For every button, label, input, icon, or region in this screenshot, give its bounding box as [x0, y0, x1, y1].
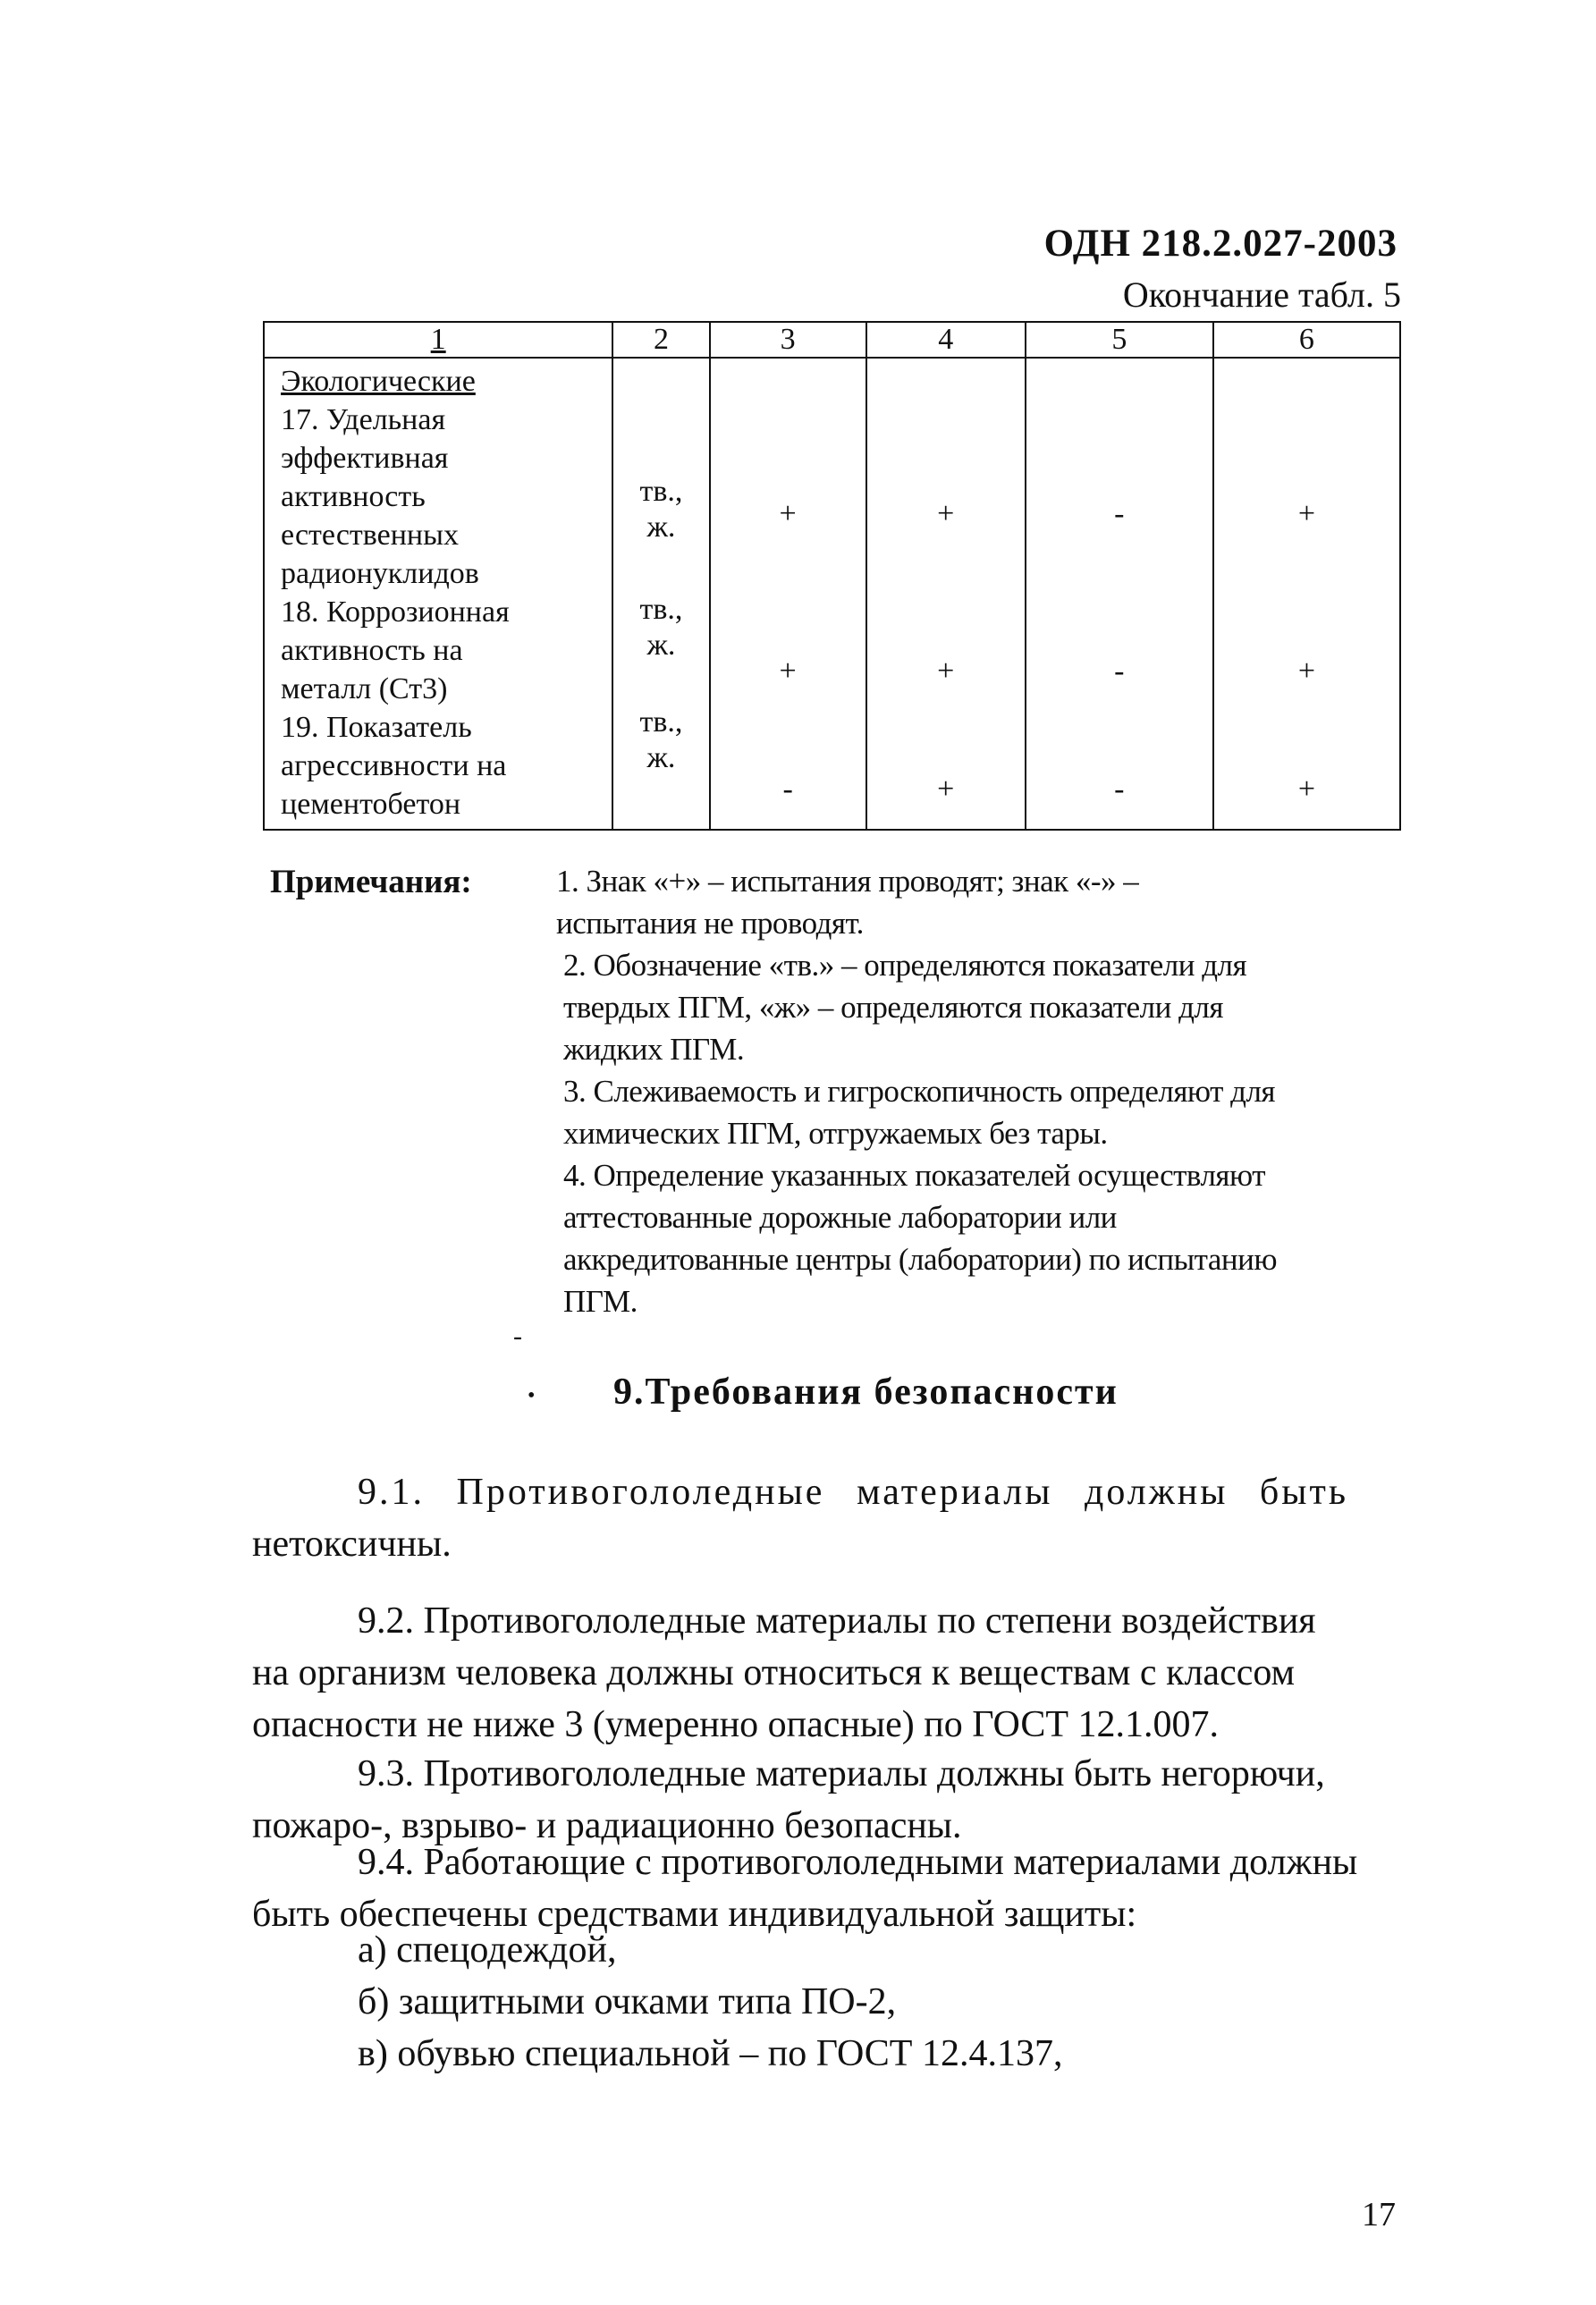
row-19-col-6: +	[1297, 773, 1316, 806]
row-17-line-1: 17. Удельная	[281, 403, 446, 436]
row-18-col-3: +	[779, 654, 797, 688]
paragraph-9-1: 9.1. Противогололедные материалы должны быть нетоксичны.	[252, 1472, 1349, 1565]
column-header-1: 1	[264, 322, 612, 358]
state-column	[612, 358, 709, 830]
notes-label: Примечания:	[270, 864, 472, 900]
column-header-4: 4	[866, 322, 1026, 358]
page-number: 17	[1362, 2196, 1396, 2233]
column-header-3: 3	[710, 322, 866, 358]
section-title: 9.Требования безопасности	[613, 1372, 1119, 1413]
stray-bullet-mark: •	[528, 1384, 536, 1407]
row-17-col-3: +	[779, 497, 797, 530]
row-17-line-2: эффективная	[281, 442, 449, 475]
row-18-col-5: -	[1114, 654, 1125, 688]
row-19-line-2: агрессивности на	[281, 749, 507, 782]
list-item: б) защитными очками типа ПО-2,	[358, 1981, 897, 2022]
notes-block	[556, 860, 1414, 1322]
row-18-col-4: +	[937, 654, 955, 688]
table-header-row	[264, 322, 1400, 358]
note-line: 4. Определение указанных показателей осуществляют	[563, 1158, 1266, 1193]
note-line: химических ПГМ, отгружаемых без тары.	[563, 1116, 1108, 1151]
row-18-line-2: активность на	[281, 634, 463, 667]
row-18-line-1: 18. Коррозионная	[281, 595, 510, 629]
list-item: а) спецодеждой,	[358, 1929, 617, 1971]
note-line: 1. Знак «+» – испытания проводят; знак «-» –	[556, 864, 1139, 899]
note-line: аттестованные дорожные лаборатории или	[563, 1200, 1117, 1235]
protection-list	[252, 1924, 1406, 2080]
list-item: в) обувью специальной – по ГОСТ 12.4.137,	[358, 2033, 1063, 2074]
paragraph-9-3: 9.3. Противогололедные материалы должны быть негорючи, пожаро-, взрыво- и радиационно безопасны.	[252, 1753, 1325, 1846]
column-6-values	[1213, 358, 1400, 830]
stray-dash-mark: -	[513, 1321, 522, 1351]
paragraph-9-4: 9.4. Работающие с противогололедными материалами должны быть обеспечены средствами индивидуальной защиты:	[252, 1842, 1358, 1935]
column-header-2: 2	[612, 322, 709, 358]
note-line: испытания не проводят.	[556, 906, 864, 941]
note-line: жидких ПГМ.	[563, 1032, 745, 1067]
column-3-values	[710, 358, 866, 830]
row-19-state: тв., ж.	[639, 705, 683, 774]
row-19-line-1: 19. Показатель	[281, 711, 472, 744]
note-line: 2. Обозначение «тв.» – определяются показатели для	[563, 948, 1247, 983]
note-line: ПГМ.	[563, 1284, 638, 1319]
row-19-col-5: -	[1114, 773, 1125, 806]
row-17-col-4: +	[937, 497, 955, 530]
row-17-state: тв., ж.	[639, 475, 683, 544]
row-17-col-6: +	[1297, 497, 1316, 530]
column-4-values	[866, 358, 1026, 830]
row-19-col-3: -	[782, 773, 793, 806]
note-line: 3. Слеживаемость и гигроскопичность определяют для	[563, 1074, 1276, 1109]
row-19-col-4: +	[937, 773, 955, 806]
group-label: Экологические	[281, 365, 476, 398]
indicator-cell	[264, 358, 612, 830]
test-methods-table	[263, 321, 1401, 831]
row-17-line-4: естественных	[281, 519, 459, 552]
row-18-col-6: +	[1297, 654, 1316, 688]
row-18-state: тв., ж.	[639, 593, 683, 662]
note-line: твердых ПГМ, «ж» – определяются показатели для	[563, 990, 1223, 1025]
column-5-values	[1026, 358, 1213, 830]
column-header-6: 6	[1213, 322, 1400, 358]
row-17-col-5: -	[1114, 497, 1125, 530]
row-18-line-3: металл (Ст3)	[281, 672, 448, 705]
table-body-row	[264, 358, 1400, 830]
row-17-line-3: активность	[281, 480, 426, 513]
document-code: ОДН 218.2.027-2003	[1043, 223, 1398, 265]
table-caption: Окончание табл. 5	[1122, 274, 1401, 315]
paragraph-9-2: 9.2. Противогололедные материалы по степени воздействия на организм человека должны относиться к веществам с классом опасности не ниже 3 (умеренно опасные) по ГОСТ 12.1.007.	[252, 1600, 1316, 1745]
column-header-5: 5	[1026, 322, 1213, 358]
row-17-line-5: радионуклидов	[281, 557, 479, 590]
note-line: аккредитованные центры (лаборатории) по испытанию	[563, 1242, 1277, 1277]
row-19-line-3: цементобетон	[281, 788, 461, 821]
